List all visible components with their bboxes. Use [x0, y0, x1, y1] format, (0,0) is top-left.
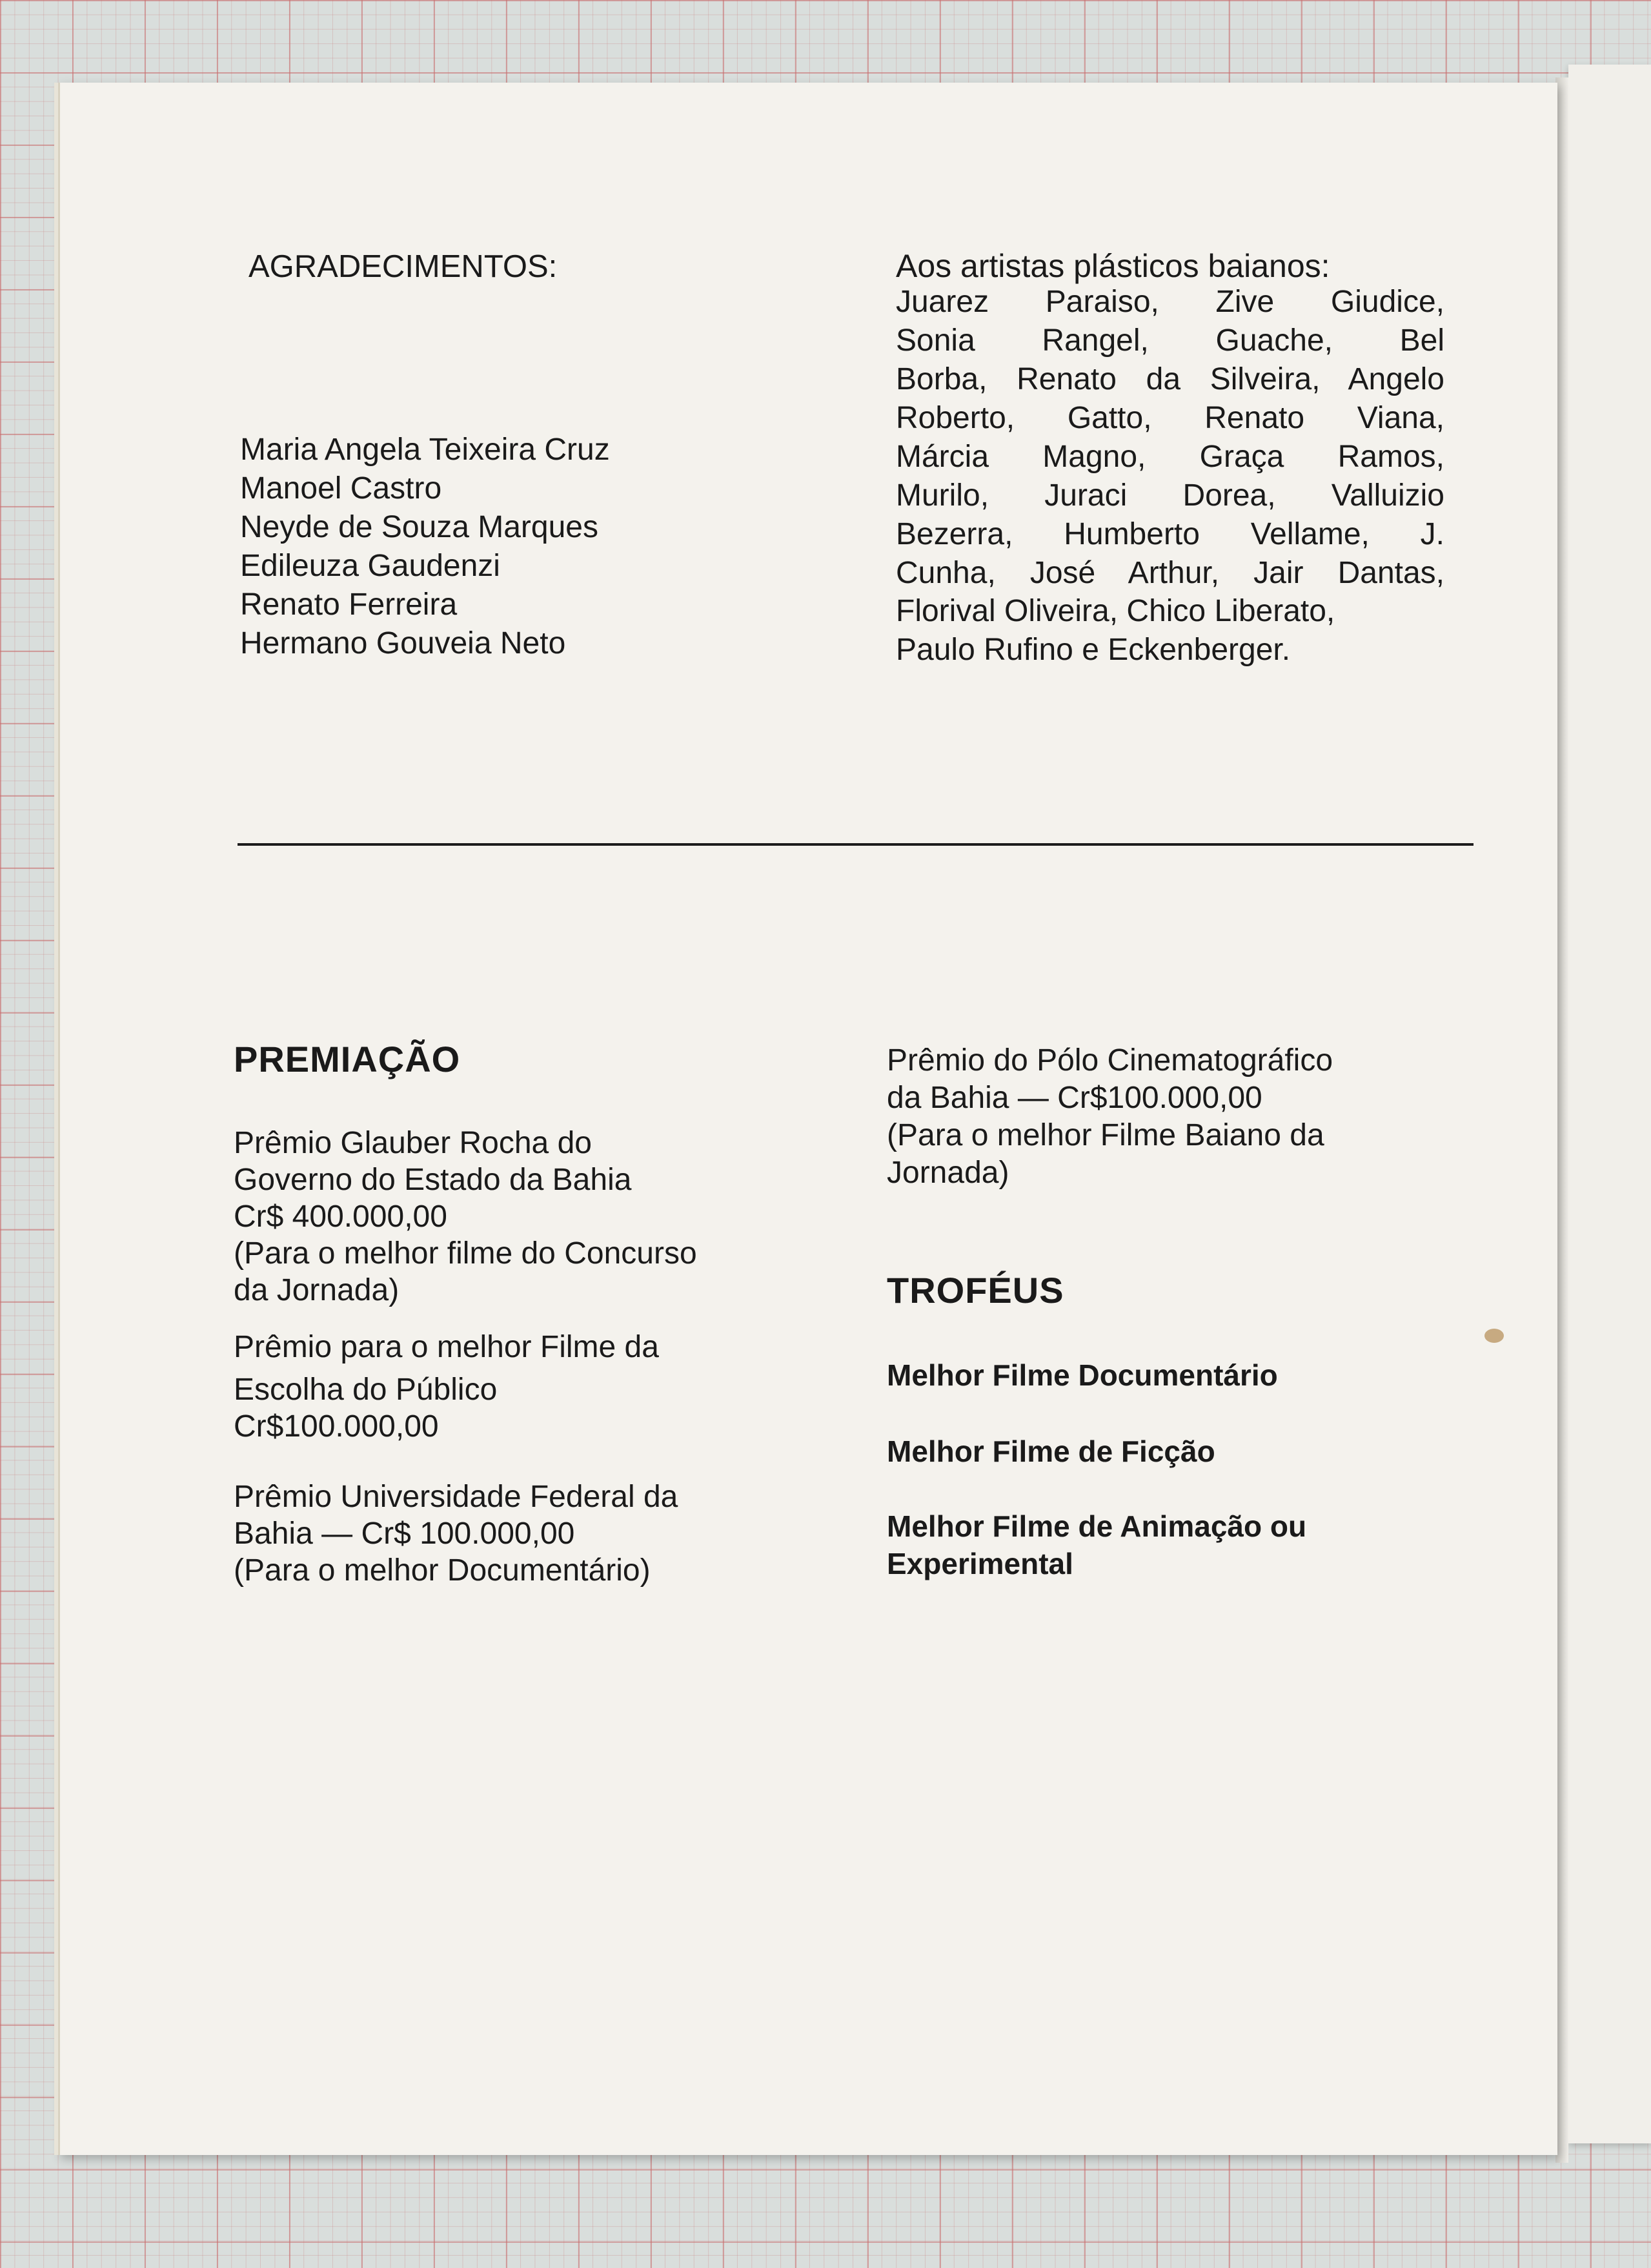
artist-line: Juarez Paraiso, Zive Giudice,	[896, 285, 1444, 319]
artist-line: Paulo Rufino e Eckenberger.	[896, 633, 1291, 667]
artist-line: Sonia Rangel, Guache, Bel	[896, 323, 1444, 358]
next-page-edge	[1568, 65, 1651, 2143]
name-item: Manoel Castro	[240, 471, 442, 506]
prize-line: da Bahia — Cr$100.000,00	[887, 1081, 1262, 1115]
trophy-documentario: Melhor Filme Documentário	[887, 1358, 1278, 1392]
name-item: Maria Angela Teixeira Cruz	[240, 433, 610, 467]
prize-line: Governo do Estado da Bahia	[234, 1163, 632, 1197]
artist-line: Florival Oliveira, Chico Liberato,	[896, 594, 1335, 628]
prize-line: Bahia — Cr$ 100.000,00	[234, 1517, 575, 1551]
agradecimentos-heading: AGRADECIMENTOS:	[248, 249, 558, 284]
premiacao-heading: PREMIAÇÃO	[234, 1039, 461, 1079]
name-item: Edileuza Gaudenzi	[240, 549, 500, 583]
prize-line: (Para o melhor Documentário)	[234, 1553, 651, 1588]
artist-line: Márcia Magno, Graça Ramos,	[896, 440, 1444, 474]
prize-line: Prêmio do Pólo Cinematográfico	[887, 1043, 1333, 1078]
artistas-intro: Aos artistas plásticos baianos:	[896, 248, 1330, 284]
page-fold	[1555, 77, 1568, 2163]
prize-line: da Jornada)	[234, 1273, 400, 1307]
trophy-ficcao: Melhor Filme de Ficção	[887, 1435, 1215, 1468]
prize-line: Jornada)	[887, 1156, 1009, 1190]
artist-line: Borba, Renato da Silveira, Angelo	[896, 362, 1444, 396]
prize-line: Escolha do Público	[234, 1373, 498, 1407]
prize-line: Cr$ 400.000,00	[234, 1200, 447, 1234]
artist-line: Bezerra, Humberto Vellame, J.	[896, 517, 1444, 551]
artist-line: Cunha, José Arthur, Jair Dantas,	[896, 556, 1444, 590]
paper-stain	[1484, 1329, 1504, 1343]
name-item: Neyde de Souza Marques	[240, 510, 598, 544]
prize-line: Prêmio para o melhor Filme da	[234, 1330, 659, 1364]
prize-line: Prêmio Universidade Federal da	[234, 1480, 678, 1514]
artist-line: Roberto, Gatto, Renato Viana,	[896, 401, 1444, 435]
name-item: Hermano Gouveia Neto	[240, 626, 566, 660]
trophy-line: Experimental	[887, 1547, 1073, 1580]
prize-line: (Para o melhor filme do Concurso	[234, 1236, 697, 1271]
prize-line: Prêmio Glauber Rocha do	[234, 1126, 592, 1160]
prize-line: Cr$100.000,00	[234, 1409, 439, 1444]
name-item: Renato Ferreira	[240, 587, 458, 622]
trofeus-heading: TROFÉUS	[887, 1270, 1064, 1311]
trophy-line: Melhor Filme de Animação ou	[887, 1509, 1307, 1543]
section-divider	[238, 843, 1474, 846]
artist-line: Murilo, Juraci Dorea, Valluizio	[896, 478, 1444, 513]
prize-line: (Para o melhor Filme Baiano da	[887, 1118, 1324, 1152]
